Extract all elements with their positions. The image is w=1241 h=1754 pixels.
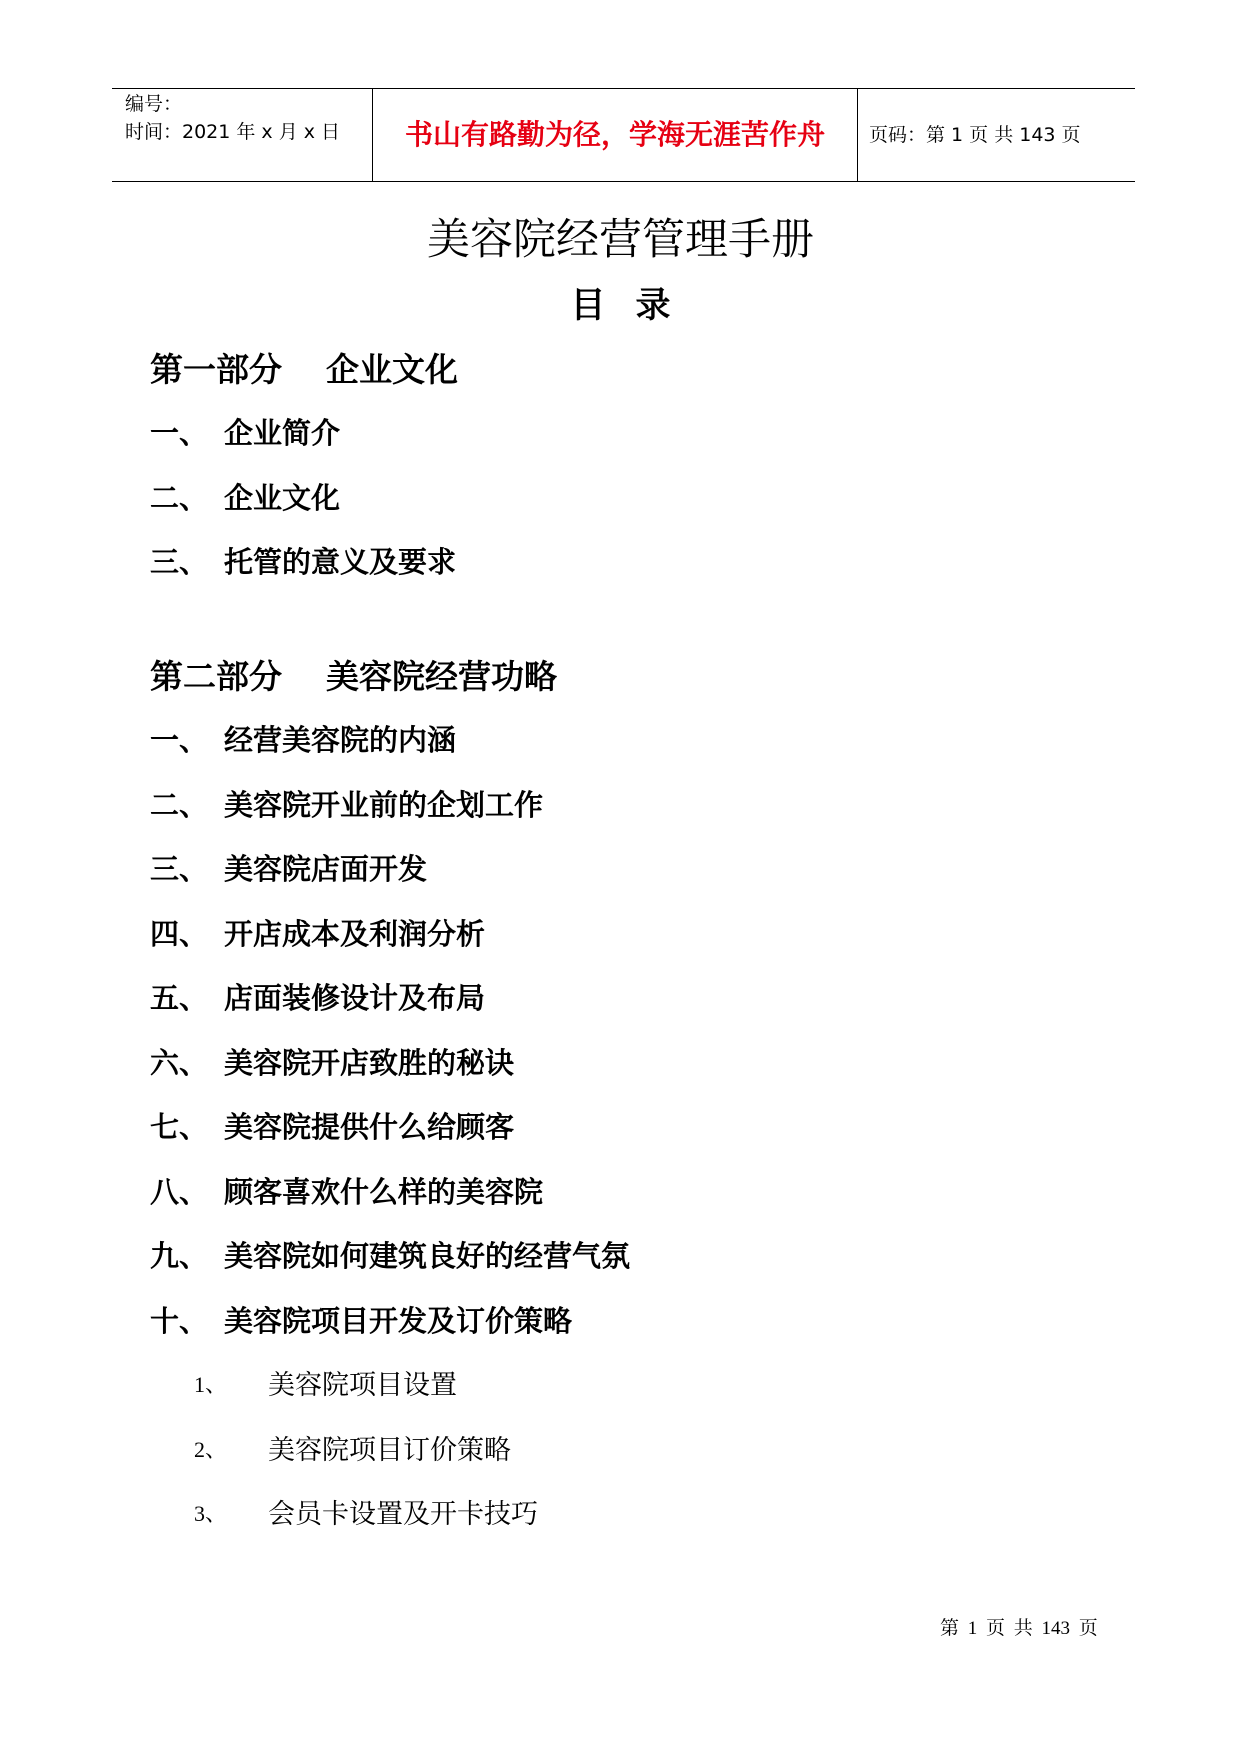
toc-item-number: 一、 — [150, 416, 209, 450]
toc-subitem-number: 3、 — [194, 1501, 228, 1526]
toc-subitem-label: 会员卡设置及开卡技巧 — [268, 1499, 538, 1529]
toc-item-number: 二、 — [150, 481, 209, 515]
toc-item-label: 顾客喜欢什么样的美容院 — [224, 1175, 544, 1209]
toc-item-label: 开店成本及利润分析 — [224, 917, 486, 951]
toc-item-number: 八、 — [150, 1175, 209, 1209]
toc-part-1[interactable] — [150, 348, 458, 392]
header-motto: 书山有路勤为径，学海无涯苦作舟 — [404, 118, 825, 151]
header-meta-cell — [112, 89, 372, 181]
toc-item-number: 十、 — [150, 1304, 209, 1338]
toc-part-number: 第二部分 — [150, 657, 282, 696]
toc-item-number: 三、 — [150, 545, 209, 579]
toc-item-label: 美容院开店致胜的秘诀 — [224, 1046, 515, 1080]
header-page-cell — [857, 89, 1135, 181]
toc-subitem-number: 1、 — [194, 1372, 228, 1397]
toc-item-label: 托管的意义及要求 — [224, 545, 457, 579]
toc-item-label: 企业简介 — [224, 416, 341, 450]
toc-item-label: 美容院项目开发及订价策略 — [224, 1304, 573, 1338]
header-motto-cell — [372, 89, 858, 181]
toc-part-2[interactable] — [150, 655, 557, 699]
toc-item-number: 五、 — [150, 981, 209, 1015]
toc-item-label: 美容院如何建筑良好的经营气氛 — [224, 1239, 631, 1273]
page-footer: 第 1 页 共 143 页 — [940, 1618, 1098, 1639]
toc-item-label: 美容院店面开发 — [224, 852, 428, 886]
toc-item-label: 美容院开业前的企划工作 — [224, 788, 544, 822]
toc-item-label: 美容院提供什么给顾客 — [224, 1110, 515, 1144]
document-date-label: 时间：2021 年 x 月 x 日 — [125, 121, 341, 143]
document-number-label: 编号： — [125, 93, 183, 115]
toc-item-number: 三、 — [150, 852, 209, 886]
toc-item-label: 企业文化 — [224, 481, 341, 515]
toc-item-number: 七、 — [150, 1110, 209, 1144]
toc-subitem-label: 美容院项目设置 — [268, 1370, 457, 1400]
toc-part-label: 企业文化 — [326, 350, 458, 389]
toc-part-number: 第一部分 — [150, 350, 282, 389]
page-header — [112, 88, 1135, 182]
document-title: 美容院经营管理手册 — [427, 215, 814, 265]
toc-item-number: 六、 — [150, 1046, 209, 1080]
toc-item-number: 四、 — [150, 917, 209, 951]
toc-item-label: 店面装修设计及布局 — [224, 981, 486, 1015]
toc-item-number: 九、 — [150, 1239, 209, 1273]
toc-part-label: 美容院经营功略 — [326, 657, 557, 696]
toc-item-number: 二、 — [150, 788, 209, 822]
header-page-info: 页码：第 1 页 共 143 页 — [869, 124, 1081, 146]
toc-item-number: 一、 — [150, 723, 209, 757]
toc-item-label: 经营美容院的内涵 — [224, 723, 457, 757]
toc-subitem-label: 美容院项目订价策略 — [268, 1435, 511, 1465]
toc-subitem-number: 2、 — [194, 1437, 228, 1462]
toc-heading: 目录 — [570, 286, 701, 326]
